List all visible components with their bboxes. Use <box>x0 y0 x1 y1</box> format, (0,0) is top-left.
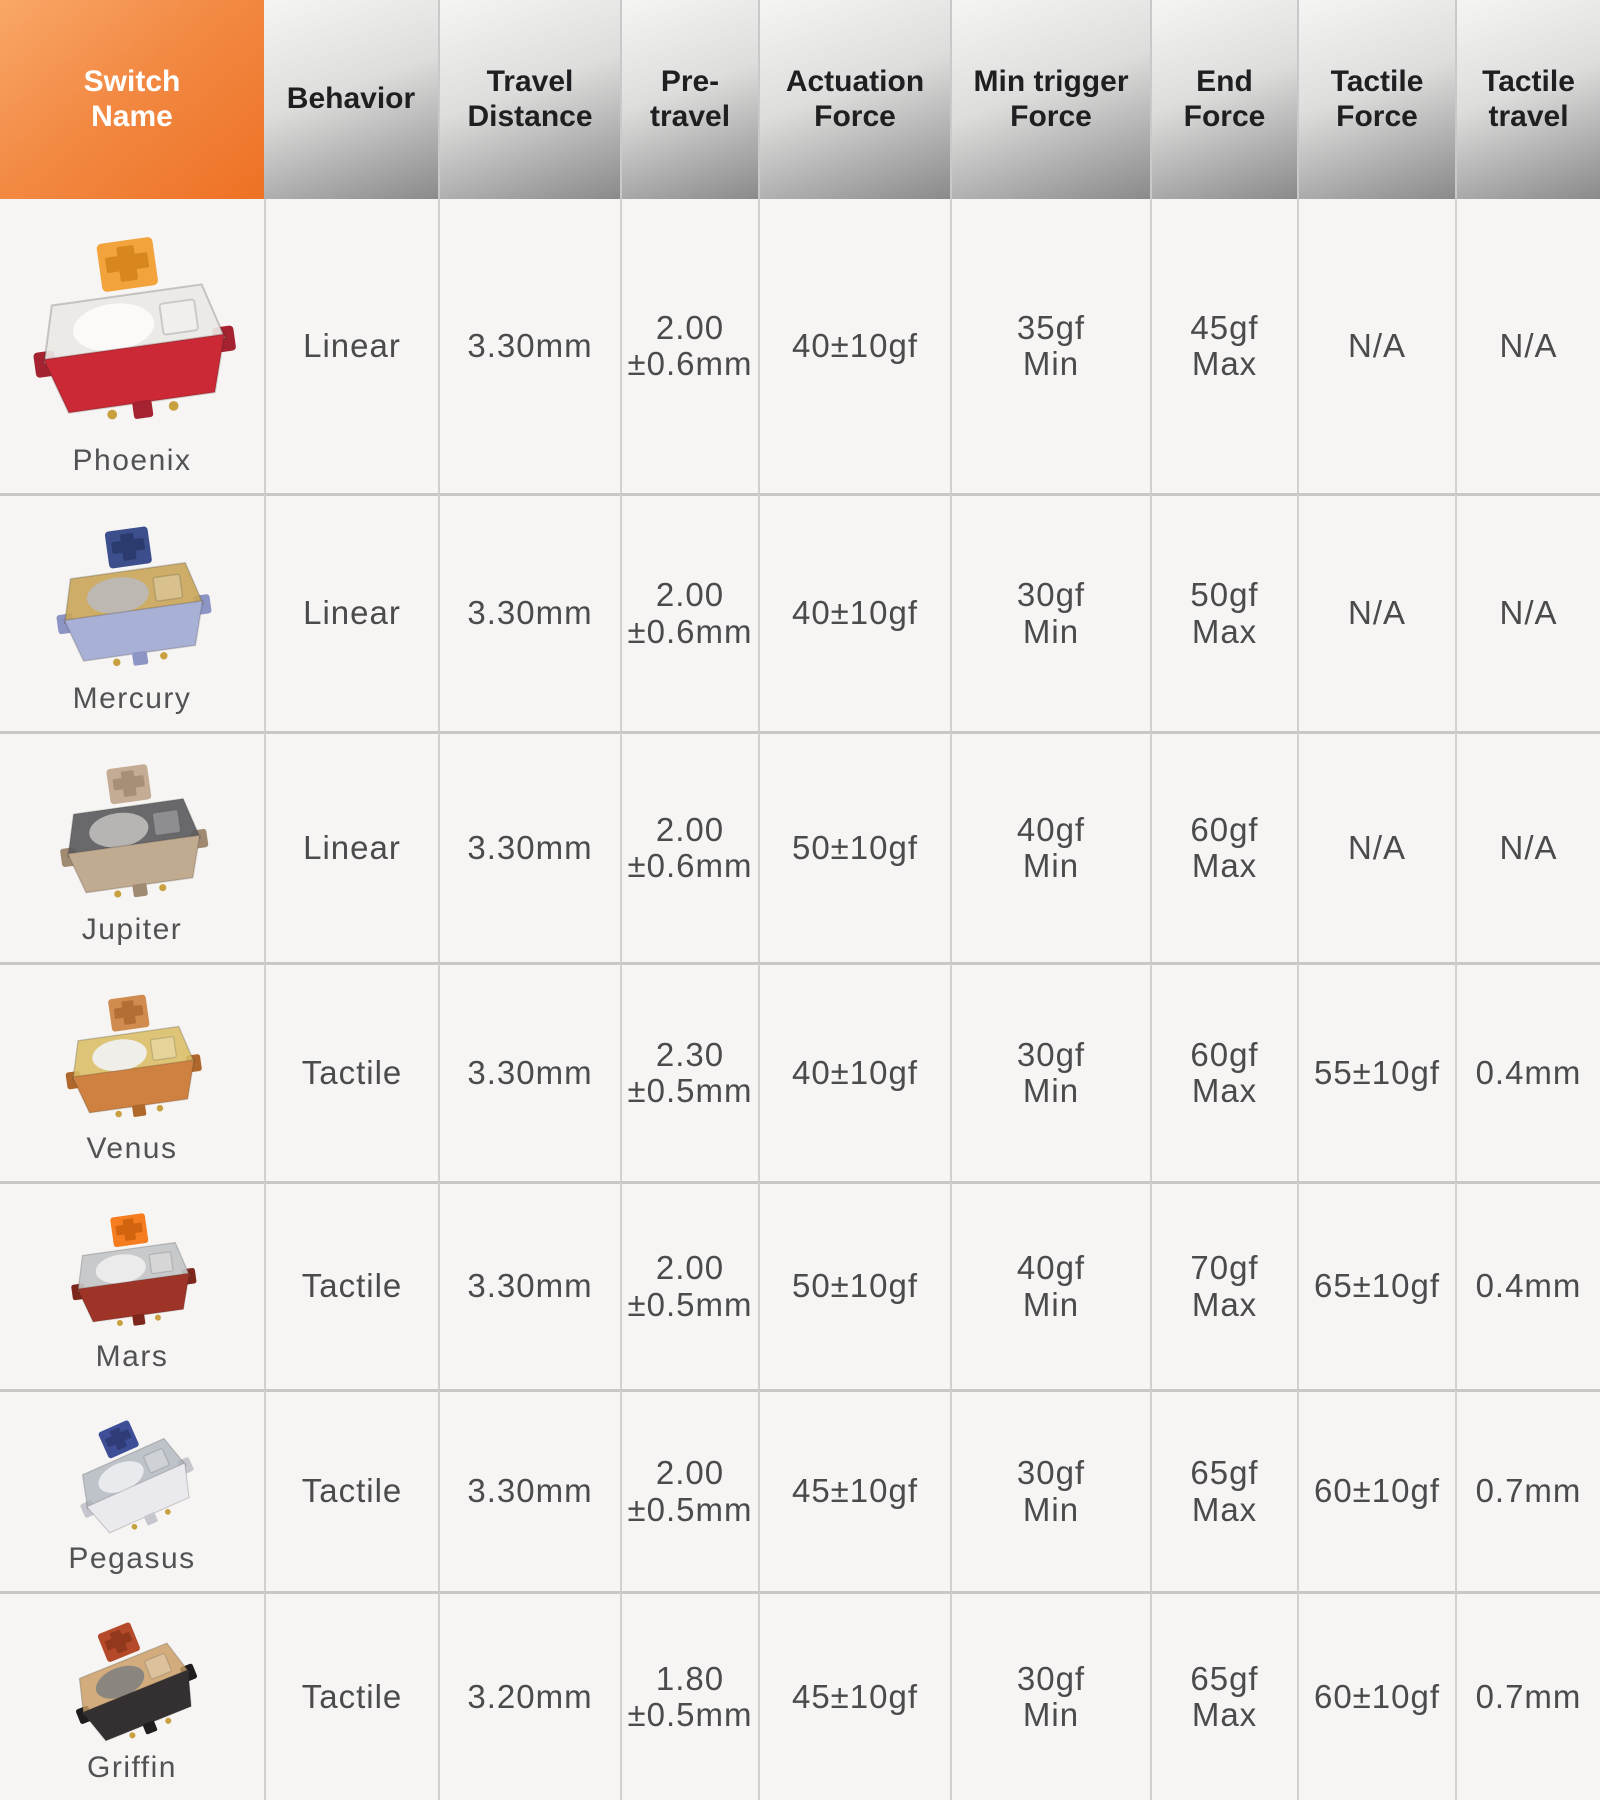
travel-distance-value: 3.30mm <box>438 1181 620 1389</box>
switch-illustration <box>50 520 213 676</box>
switch-center-post <box>132 1314 145 1326</box>
switch-cell <box>0 1181 264 1389</box>
switch-illustration <box>69 1416 195 1536</box>
header-actuation-force: Actuation Force <box>758 0 950 199</box>
min-trigger-force-value: 40gf Min <box>950 1181 1150 1389</box>
pre-travel-value: 2.00 ±0.5mm <box>620 1389 758 1591</box>
min-trigger-force-value: 30gf Min <box>950 962 1150 1181</box>
tactile-travel-value: N/A <box>1455 199 1600 493</box>
header-tactile-force: Tactile Force <box>1297 0 1455 199</box>
header-travel-distance: Travel Distance <box>438 0 620 199</box>
behavior-value: Tactile <box>264 1181 438 1389</box>
switch-pin-right <box>165 1717 173 1725</box>
switch-pin-left <box>117 1320 124 1327</box>
pre-travel-value: 2.00 ±0.5mm <box>620 1181 758 1389</box>
min-trigger-force-value: 30gf Min <box>950 1591 1150 1800</box>
switch-housing-window <box>149 1252 173 1274</box>
actuation-force-value: 45±10gf <box>758 1389 950 1591</box>
end-force-value: 65gf Max <box>1150 1389 1297 1591</box>
tactile-force-value: 60±10gf <box>1297 1389 1455 1591</box>
behavior-value: Linear <box>264 493 438 731</box>
switch-housing-window <box>153 574 183 601</box>
switch-image <box>6 506 258 680</box>
behavior-value: Linear <box>264 199 438 493</box>
switch-center-post <box>132 883 148 898</box>
switch-name-label: Phoenix <box>72 444 192 477</box>
switch-name-label: Mercury <box>72 682 192 715</box>
switch-center-post <box>132 1104 147 1117</box>
tactile-travel-value: 0.7mm <box>1455 1591 1600 1800</box>
tactile-force-value: N/A <box>1297 199 1455 493</box>
switch-image <box>6 744 258 911</box>
switch-image <box>6 1402 258 1540</box>
switch-pin-right <box>168 400 179 411</box>
travel-distance-value: 3.30mm <box>438 731 620 962</box>
pre-travel-value: 1.80 ±0.5mm <box>620 1591 758 1800</box>
actuation-force-value: 50±10gf <box>758 1181 950 1389</box>
switch-name-label: Griffin <box>87 1751 177 1784</box>
switch-pin-left <box>115 1110 122 1117</box>
travel-distance-value: 3.20mm <box>438 1591 620 1800</box>
tactile-travel-value: 0.7mm <box>1455 1389 1600 1591</box>
travel-distance-value: 3.30mm <box>438 1389 620 1591</box>
switch-image <box>6 1194 258 1338</box>
min-trigger-force-value: 30gf Min <box>950 1389 1150 1591</box>
switch-housing-window <box>160 299 199 335</box>
switch-pin-left <box>131 1523 139 1531</box>
switch-name-label: Jupiter <box>81 913 183 946</box>
actuation-force-value: 40±10gf <box>758 199 950 493</box>
switch-pin-left <box>113 658 121 666</box>
travel-distance-value: 3.30mm <box>438 199 620 493</box>
switch-illustration <box>65 1618 198 1745</box>
end-force-value: 50gf Max <box>1150 493 1297 731</box>
travel-distance-value: 3.30mm <box>438 493 620 731</box>
tactile-force-value: N/A <box>1297 493 1455 731</box>
switch-center-post <box>132 651 149 666</box>
tactile-travel-value: N/A <box>1455 731 1600 962</box>
switch-cell <box>0 962 264 1181</box>
actuation-force-value: 40±10gf <box>758 962 950 1181</box>
travel-distance-value: 3.30mm <box>438 962 620 1181</box>
header-tactile-travel: Tactile travel <box>1455 0 1600 199</box>
switch-image <box>6 209 258 442</box>
tactile-force-value: 55±10gf <box>1297 962 1455 1181</box>
end-force-value: 45gf Max <box>1150 199 1297 493</box>
tactile-force-value: 60±10gf <box>1297 1591 1455 1800</box>
pre-travel-value: 2.00 ±0.6mm <box>620 731 758 962</box>
actuation-force-value: 45±10gf <box>758 1591 950 1800</box>
switch-pin-right <box>159 884 167 892</box>
switch-illustration <box>60 989 204 1126</box>
header-behavior: Behavior <box>264 0 438 199</box>
switch-cell <box>0 199 264 493</box>
header-min-trigger-force: Min trigger Force <box>950 0 1150 199</box>
switch-cell <box>0 1591 264 1800</box>
min-trigger-force-value: 40gf Min <box>950 731 1150 962</box>
min-trigger-force-value: 30gf Min <box>950 493 1150 731</box>
behavior-value: Tactile <box>264 1591 438 1800</box>
switch-name-label: Pegasus <box>68 1542 196 1575</box>
behavior-value: Tactile <box>264 962 438 1181</box>
behavior-value: Tactile <box>264 1389 438 1591</box>
switch-illustration <box>66 1208 198 1334</box>
end-force-value: 60gf Max <box>1150 962 1297 1181</box>
switch-pin-right <box>155 1314 162 1321</box>
switch-pin-right <box>160 652 168 660</box>
switch-pin-left <box>107 409 118 420</box>
switch-pin-right <box>164 1508 172 1516</box>
tactile-travel-value: 0.4mm <box>1455 1181 1600 1389</box>
switch-pin-left <box>114 890 122 898</box>
end-force-value: 60gf Max <box>1150 731 1297 962</box>
switch-pin-left <box>129 1731 137 1739</box>
tactile-travel-value: 0.4mm <box>1455 962 1600 1181</box>
pre-travel-value: 2.00 ±0.6mm <box>620 493 758 731</box>
tactile-travel-value: N/A <box>1455 493 1600 731</box>
pre-travel-value: 2.00 ±0.6mm <box>620 199 758 493</box>
switch-housing-window <box>151 1036 177 1060</box>
header-pre-travel: Pre- travel <box>620 0 758 199</box>
actuation-force-value: 50±10gf <box>758 731 950 962</box>
behavior-value: Linear <box>264 731 438 962</box>
switch-cell <box>0 493 264 731</box>
switch-image <box>6 975 258 1130</box>
switch-pin-right <box>157 1105 164 1112</box>
switch-center-post <box>132 399 154 419</box>
switch-name-label: Mars <box>95 1340 169 1373</box>
header-end-force: End Force <box>1150 0 1297 199</box>
tactile-force-value: N/A <box>1297 731 1455 962</box>
switch-housing-window <box>152 810 180 836</box>
header-switch-name: Switch Name <box>0 0 264 199</box>
switch-cell <box>0 731 264 962</box>
pre-travel-value: 2.30 ±0.5mm <box>620 962 758 1181</box>
switch-image <box>6 1604 258 1749</box>
min-trigger-force-value: 35gf Min <box>950 199 1150 493</box>
end-force-value: 70gf Max <box>1150 1181 1297 1389</box>
switch-illustration <box>25 223 238 438</box>
actuation-force-value: 40±10gf <box>758 493 950 731</box>
end-force-value: 65gf Max <box>1150 1591 1297 1800</box>
switch-cell <box>0 1389 264 1591</box>
switch-name-label: Venus <box>86 1132 178 1165</box>
tactile-force-value: 65±10gf <box>1297 1181 1455 1389</box>
switch-illustration <box>54 758 210 907</box>
